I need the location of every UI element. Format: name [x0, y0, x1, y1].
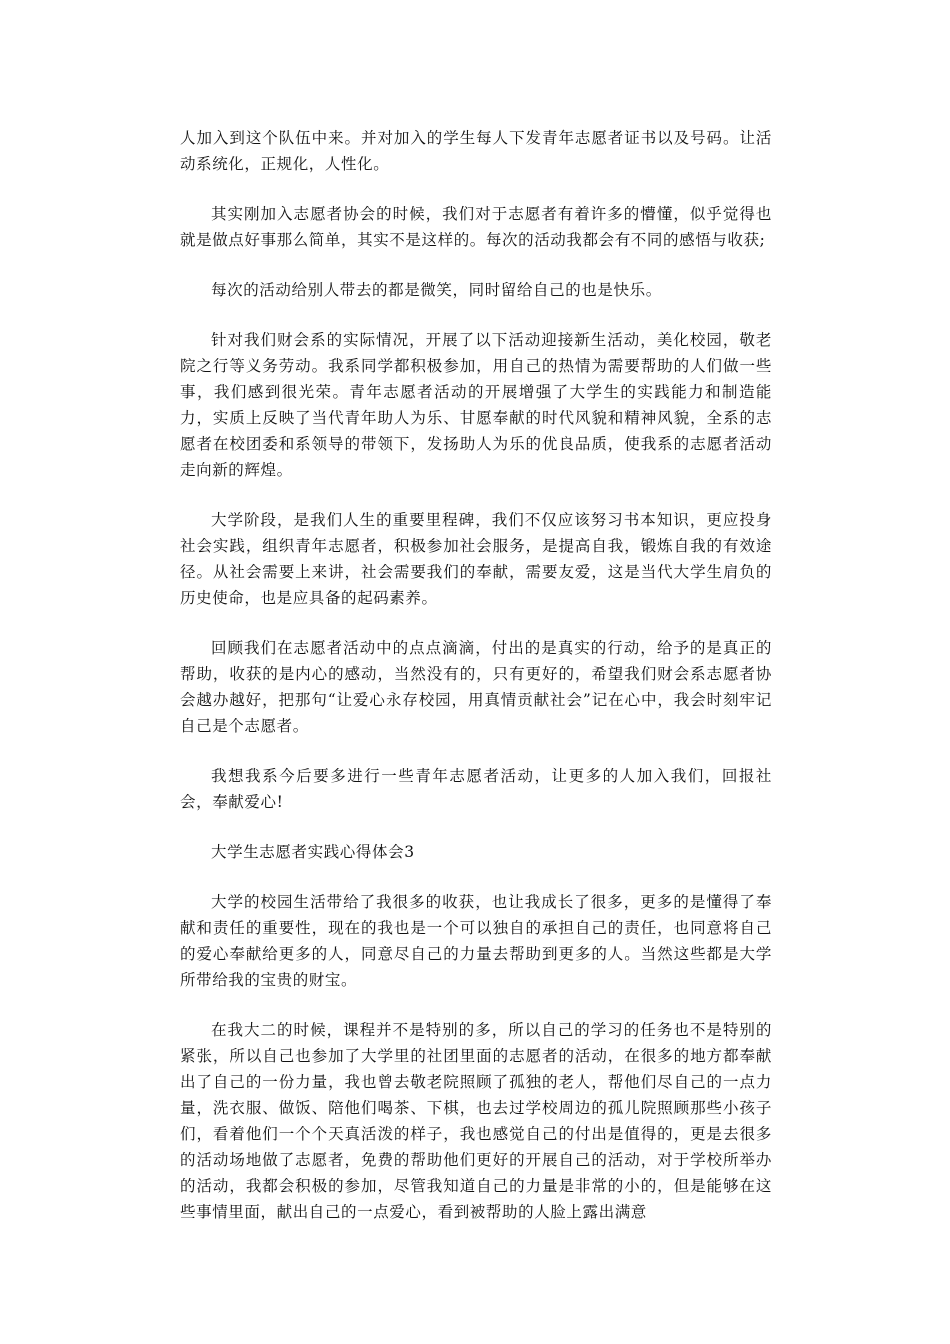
paragraph: 每次的活动给别人带去的都是微笑，同时留给自己的也是快乐。 [211, 281, 662, 299]
paragraph: 针对我们财会系的实际情况，开展了以下活动迎接新生活动，美化校园，敬老院之行等义务劳动。我系同学都积极参加，用自己的热情为需要帮助的人们做一些事，我们感到很光荣。青年志愿者活动的开展增强了大学生的实践能力和制造能力，实质上反映了当代青年助人为乐、甘愿奉献的时代风貌和精神风貌，全系的志愿者在校团委和系领导的带领下，发扬助人为乐的优良品质，使我系的志愿者活动走向新的辉煌。 [180, 331, 772, 479]
paragraph: 在我大二的时候，课程并不是特别的多，所以自己的学习的任务也不是特别的紧张，所以自己也参加了大学里的社团里面的志愿者的活动，在很多的地方都奉献出了自己的一份力量，我也曾去敬老院照顾了孤独的老人，帮他们尽自己的一点力量，洗衣服、做饭、陪他们喝茶、下棋，也去过学校周边的孤儿院照顾那些小孩子们，看着他们一个个天真活泼的样子，我也感觉自己的付出是值得的，更是去很多的活动场地做了志愿者，免费的帮助他们更好的开展自己的活动，对于学校所举办的活动，我都会积极的参加，尽管我知道自己的力量是非常的小的，但是能够在这些事情里面，献出自己的一点爱心，看到被帮助的人脸上露出满意 [180, 1021, 772, 1221]
paragraph: 回顾我们在志愿者活动中的点点滴滴，付出的是真实的行动，给予的是真正的帮助，收获的是内心的感动，当然没有的，只有更好的，希望我们财会系志愿者协会越办越好，把那句“让爱心永存校园，用真情贡献社会”记在心中，我会时刻牢记自己是个志愿者。 [180, 639, 772, 735]
section-heading: 大学生志愿者实践心得体会3 [211, 843, 415, 861]
document-page [180, 125, 772, 1225]
paragraph: 我想我系今后要多进行一些青年志愿者活动，让更多的人加入我们，回报社会，奉献爱心! [180, 767, 772, 811]
paragraph: 其实刚加入志愿者协会的时候，我们对于志愿者有着许多的懵懂，似乎觉得也就是做点好事那么简单，其实不是这样的。每次的活动我都会有不同的感悟与收获; [180, 205, 772, 249]
paragraph: 人加入到这个队伍中来。并对加入的学生每人下发青年志愿者证书以及号码。让活动系统化，正规化，人性化。 [180, 129, 772, 173]
paragraph: 大学阶段，是我们人生的重要里程碑，我们不仅应该努习书本知识，更应投身社会实践，组织青年志愿者，积极参加社会服务，是提高自我，锻炼自我的有效途径。从社会需要上来讲，社会需要我们的奉献，需要友爱，这是当代大学生肩负的历史使命，也是应具备的起码素养。 [180, 511, 772, 607]
paragraph: 大学的校园生活带给了我很多的收获，也让我成长了很多，更多的是懂得了奉献和责任的重要性，现在的我也是一个可以独自的承担自己的责任，也同意将自己的爱心奉献给更多的人，同意尽自己的力量去帮助到更多的人。当然这些都是大学所带给我的宝贵的财宝。 [180, 893, 772, 989]
